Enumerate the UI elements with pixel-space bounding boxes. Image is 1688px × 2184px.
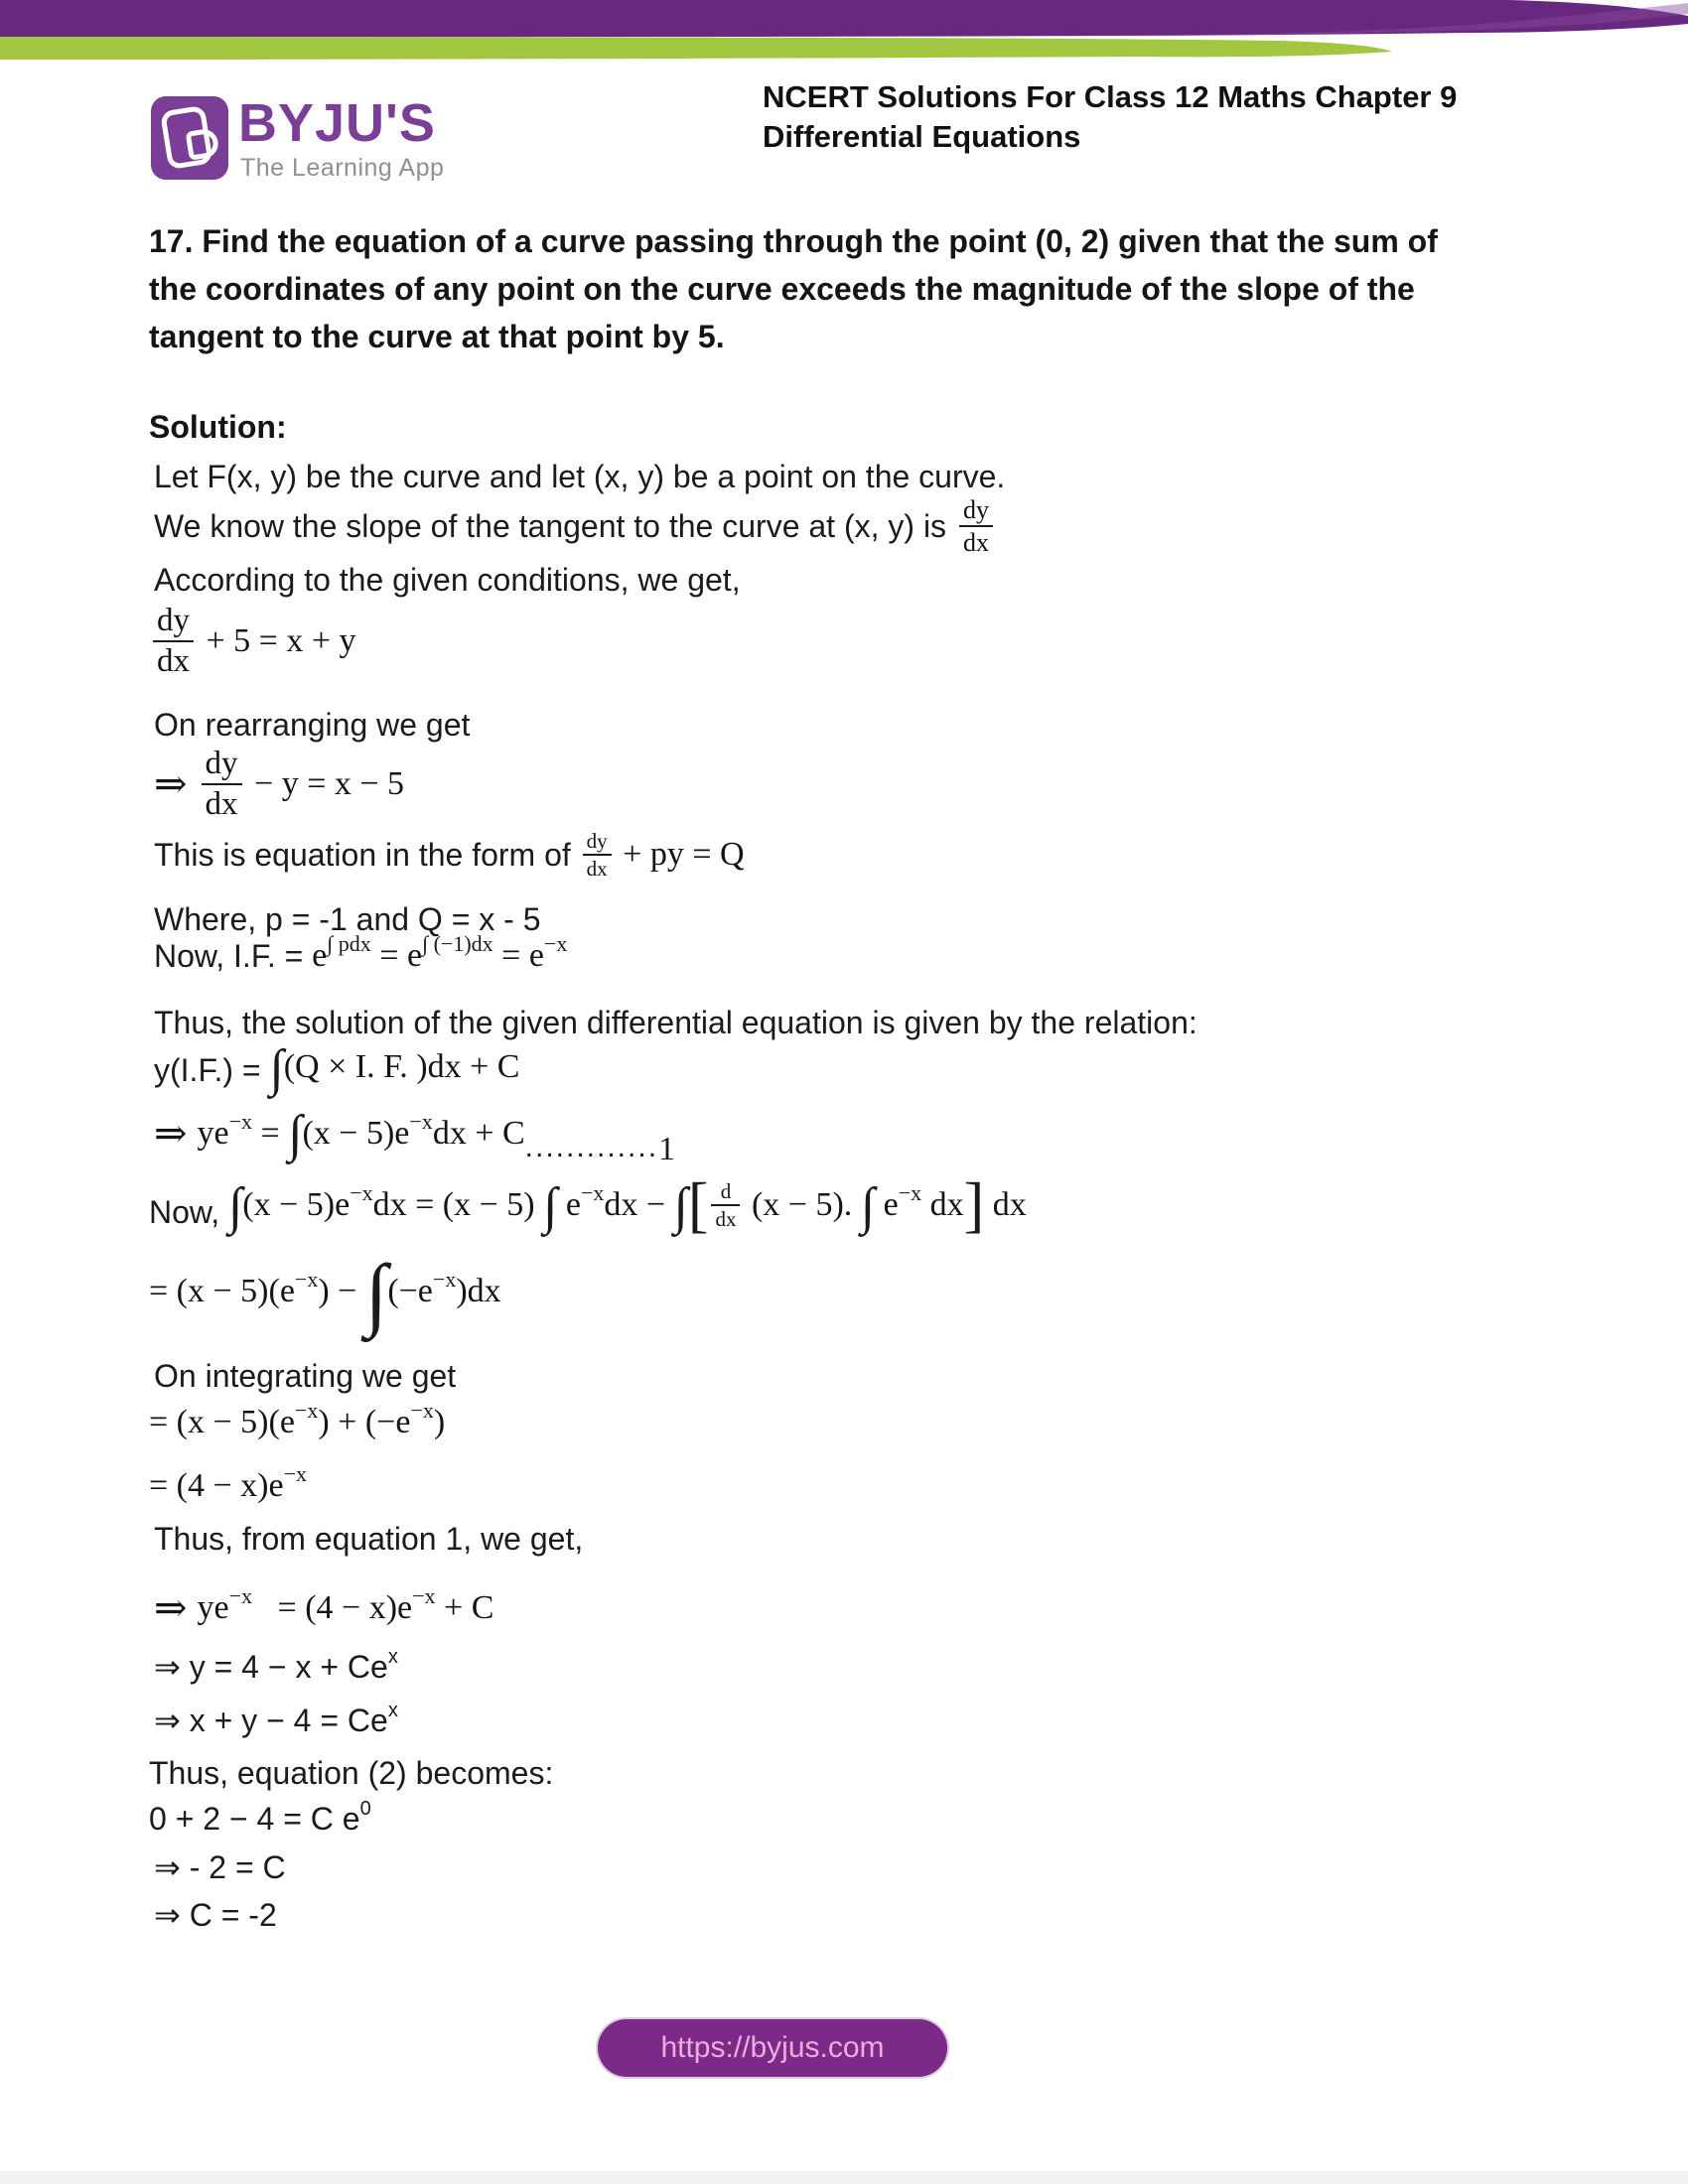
math-token: Now, I.F. = [154, 937, 313, 974]
math-token: −x [350, 1179, 373, 1205]
byjus-logo-brand: BYJU'S [238, 93, 436, 153]
math-token: ⇒ [154, 1111, 198, 1156]
math-token: + C [435, 1588, 494, 1626]
math-token: = (x − 5)(e [149, 1404, 295, 1440]
solution-line [154, 1358, 456, 1395]
solution-line [154, 1005, 1197, 1041]
fraction-numerator: dy [962, 495, 989, 524]
fraction-numerator: dy [586, 829, 608, 853]
solution-line [154, 1106, 676, 1167]
math-token: −x [898, 1179, 922, 1205]
math-token: dx + C [432, 1114, 525, 1152]
math-token: ⇒ [154, 761, 198, 807]
fraction-denominator: dx [959, 525, 993, 556]
fraction-numerator: dy [205, 746, 238, 781]
math-token: dx [921, 1185, 964, 1223]
math-token: (x − 5)e [242, 1185, 351, 1223]
solution-line [154, 459, 1005, 495]
fraction-numerator: d [720, 1178, 732, 1203]
question-text-line1: 17. Find the equation of a curve passing through the point (0, 2) given that the sum of [149, 223, 1438, 259]
solution-line [149, 1461, 308, 1505]
byjus-logo-icon [151, 96, 228, 180]
solution-line [154, 1848, 286, 1886]
math-token: ∫ (−1)dx [422, 931, 493, 956]
math-token: (−e [387, 1272, 433, 1309]
math-token [959, 496, 993, 557]
math-token: = (x − 5)(e [149, 1272, 295, 1309]
math-token: e [312, 937, 328, 974]
page-title-line1: NCERT Solutions For Class 12 Maths Chapter 9 [763, 79, 1458, 114]
solution-line [154, 1584, 493, 1631]
math-token: −x [294, 1398, 319, 1423]
math-token: = (4 − x)e [149, 1467, 284, 1504]
solution-line [154, 496, 997, 557]
math-token: (x − 5). [743, 1185, 861, 1223]
math-token: dx [984, 1185, 1027, 1223]
math-token: (Q × I. F. )dx + C [283, 1048, 520, 1086]
math-token [711, 1180, 740, 1230]
math-token: ] [963, 1171, 985, 1239]
question-text-line3: tangent to the curve at that point by 5. [149, 319, 725, 354]
purple-band-shape [0, 0, 1688, 37]
math-token: ............. [524, 1130, 659, 1163]
green-band-shape [0, 37, 1392, 60]
math-token: ∫ [228, 1177, 243, 1235]
solution-line [149, 1398, 446, 1441]
fraction-denominator: dx [153, 640, 194, 679]
math-token: −x [410, 1398, 434, 1423]
bottom-strip-decoration [0, 2171, 1688, 2184]
math-token: −x [412, 1582, 436, 1608]
math-token: On integrating we get [154, 1358, 457, 1394]
solution-line [154, 931, 568, 975]
math-token: )dx [456, 1272, 501, 1309]
solution-line [149, 1755, 553, 1792]
math-token: + 5 = x + y [198, 621, 356, 659]
math-token: = [252, 1114, 289, 1152]
math-token: Where, p = -1 and Q = x - 5 [154, 901, 541, 937]
math-token: + py = Q [614, 836, 745, 874]
math-token: x [387, 1699, 398, 1721]
math-token: 1 [658, 1130, 676, 1167]
math-token: ∫ [288, 1106, 303, 1163]
fraction-denominator: dx [202, 783, 242, 822]
math-token: On rearranging we get [154, 707, 471, 743]
math-token: − y = x − 5 [245, 764, 405, 802]
math-token: y(I.F.) = [154, 1051, 270, 1088]
math-token: e [875, 1185, 899, 1223]
solution-line [154, 747, 404, 821]
solution-line [149, 1798, 371, 1838]
byjus-logo [151, 94, 608, 204]
math-token: −x [409, 1108, 433, 1134]
solution-line [149, 1248, 501, 1338]
math-token: x [387, 1645, 398, 1668]
solution-line [149, 604, 356, 678]
math-token: 0 [359, 1798, 371, 1820]
math-token: ⇒ C = -2 [154, 1897, 277, 1933]
math-token: (x − 5)e [302, 1114, 410, 1152]
math-token: ⇒ - 2 = C [154, 1849, 286, 1885]
math-token: ⇒ [154, 1585, 198, 1630]
math-token: This is equation in the form of [154, 836, 580, 873]
byjus-logo-tagline: The Learning App [240, 154, 445, 182]
math-token: ∫ [364, 1248, 388, 1338]
math-token: ) + (−e [318, 1404, 411, 1440]
math-token: Let F(x, y) be the curve and let (x, y) be a point on the curve. [154, 459, 1006, 494]
math-token [583, 830, 612, 880]
math-token: Now, [149, 1193, 229, 1230]
math-token: ∫ pdx [327, 931, 371, 956]
math-token: = e [492, 937, 544, 974]
math-token: 0 + 2 − 4 = C e [149, 1801, 360, 1837]
math-token: −x [228, 1582, 253, 1608]
math-token: [ [687, 1171, 709, 1239]
math-token [153, 604, 194, 678]
solution-line [149, 1171, 1027, 1239]
fraction-denominator: dx [583, 854, 612, 880]
page-title-line2: Differential Equations [763, 119, 1081, 154]
math-token: dx − [604, 1185, 674, 1223]
math-token [202, 747, 242, 821]
math-token: ∫ [673, 1177, 688, 1235]
math-token: Thus, from equation 1, we get, [154, 1521, 584, 1557]
math-token: ye [197, 1114, 229, 1152]
solution-line [154, 1040, 520, 1097]
solution-line [154, 1645, 398, 1686]
solution-line [154, 1521, 583, 1558]
byjus-url-button[interactable]: https://byjus.com [598, 2019, 947, 2077]
math-token: dx = (x − 5) [372, 1185, 544, 1223]
math-token: Thus, the solution of the given differential equation is given by the relation: [154, 1005, 1197, 1040]
fraction-denominator: dx [711, 1204, 740, 1230]
math-token: ⇒ y = 4 − x + Ce [154, 1649, 388, 1685]
math-token: = (4 − x)e [252, 1588, 413, 1626]
solution-line [154, 562, 741, 599]
math-token: We know the slope of the tangent to the curve at (x, y) is [154, 507, 955, 544]
solution-line [154, 707, 470, 744]
solution-line [154, 1896, 277, 1934]
math-token: −x [228, 1108, 253, 1134]
solution-heading: Solution: [149, 409, 287, 445]
math-token: ∫ [860, 1177, 876, 1235]
math-token: ⇒ x + y − 4 = Ce [154, 1703, 388, 1738]
math-token: = e [370, 937, 423, 974]
fraction-numerator: dy [157, 603, 190, 638]
math-token: −x [283, 1461, 308, 1486]
math-token: ye [197, 1588, 229, 1626]
math-token: ∫ [543, 1177, 558, 1235]
math-token: −x [580, 1179, 605, 1205]
math-token: ) − [318, 1272, 365, 1309]
solution-line [154, 830, 745, 880]
math-token: According to the given conditions, we get, [154, 562, 741, 598]
math-token: ) [433, 1404, 446, 1440]
math-token: Thus, equation (2) becomes: [149, 1755, 554, 1791]
math-token: −x [432, 1266, 457, 1292]
question-text-line2: the coordinates of any point on the curve exceeds the magnitude of the slope of the [149, 271, 1415, 307]
math-token: −x [294, 1266, 319, 1292]
math-token: e [557, 1185, 581, 1223]
solution-line [154, 1699, 398, 1739]
math-token: ∫ [269, 1040, 284, 1097]
math-token: −x [543, 931, 568, 956]
